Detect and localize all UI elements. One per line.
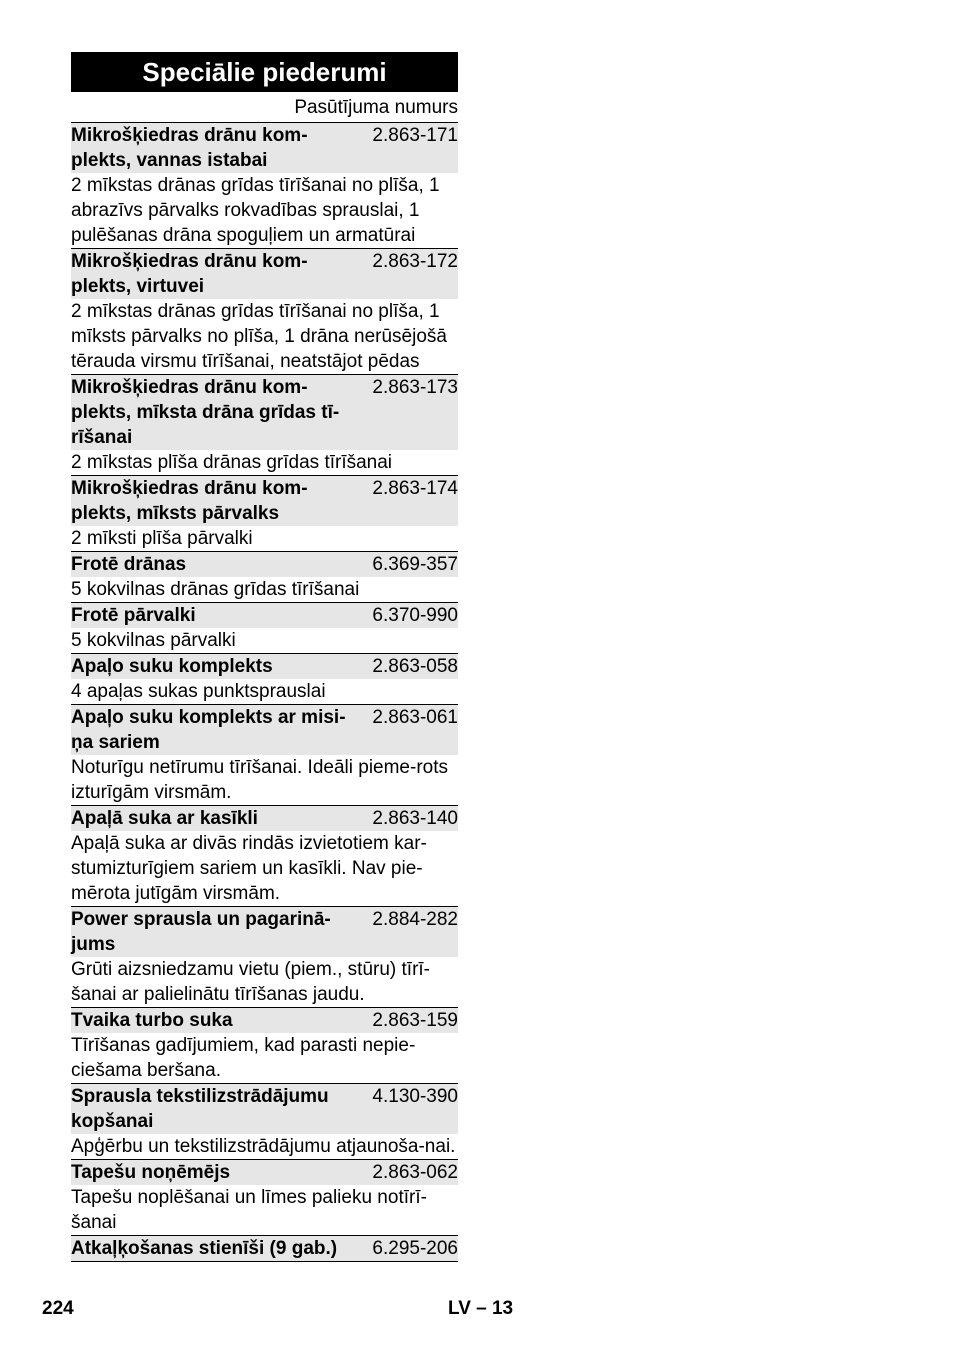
accessory-name: Sprausla tekstilizstrādājumu kopšanai — [71, 1086, 329, 1132]
page-number: 224 — [42, 1298, 74, 1319]
accessory-description: Tapešu noplēšanai un līmes palieku notīrī-šanai — [71, 1187, 427, 1233]
accessory-description: Noturīgu netīrumu tīrīšanai. Ideāli pieme-rots izturīgām virsmām. — [71, 757, 449, 803]
accessory-row — [71, 551, 458, 577]
order-number: 4.130-390 — [372, 1086, 458, 1107]
order-number: 2.884-282 — [372, 909, 458, 930]
accessory-name: Apaļā suka ar kasīkli — [71, 808, 258, 829]
order-number: 2.863-062 — [372, 1162, 458, 1183]
order-number: 6.369-357 — [372, 554, 458, 575]
accessory-description: Grūti aizsniedzamu vietu (piem., stūru) tīrī-šanai ar palielinātu tīrīšanas jaudu. — [71, 959, 430, 1005]
accessory-row — [71, 248, 458, 299]
accessory-name: Frotē drānas — [71, 554, 187, 575]
order-number: 2.863-172 — [372, 251, 458, 272]
accessory-name: Mikrošķiedras drānu kom-plekts, mīksts pārvalks — [71, 478, 308, 524]
accessory-row — [71, 653, 458, 679]
accessories-list — [71, 122, 458, 1261]
accessory-row — [71, 1083, 458, 1134]
order-number-header: Pasūtījuma numurs — [294, 97, 458, 118]
accessory-name: Mikrošķiedras drānu kom-plekts, mīksta drāna grīdas tī-rīšanai — [71, 377, 340, 448]
accessory-row — [71, 122, 458, 173]
accessory-name: Mikrošķiedras drānu kom-plekts, virtuvei — [71, 251, 308, 297]
accessory-description: 4 apaļas sukas punktsprauslai — [71, 681, 326, 702]
accessory-row — [71, 602, 458, 628]
order-number: 6.295-206 — [372, 1238, 458, 1259]
section-title: Speciālie piederumi — [71, 52, 458, 92]
order-number: 2.863-173 — [372, 377, 458, 398]
accessory-name: Apaļo suku komplekts ar misi-ņa sariem — [71, 707, 346, 753]
accessory-name: Tvaika turbo suka — [71, 1010, 233, 1031]
order-number: 2.863-058 — [372, 656, 458, 677]
accessory-row — [71, 475, 458, 526]
accessory-row — [71, 374, 458, 450]
accessory-name: Apaļo suku komplekts — [71, 656, 273, 677]
accessory-name: Tapešu noņēmējs — [71, 1162, 231, 1183]
accessory-row — [71, 1159, 458, 1185]
section-label: LV – 13 — [448, 1298, 514, 1319]
accessory-description: Apaļā suka ar divās rindās izvietotiem kar-stumizturīgiem sariem un kasīkli. Nav pie-mērota jutīgām virsmām. — [71, 833, 427, 904]
order-number: 2.863-171 — [372, 125, 458, 146]
accessory-name: Frotē pārvalki — [71, 605, 196, 626]
bottom-rule — [71, 1261, 458, 1262]
accessory-row — [71, 906, 458, 957]
accessory-description: 2 mīkstas plīša drānas grīdas tīrīšanai — [71, 452, 393, 473]
accessory-description: 2 mīksti plīša pārvalki — [71, 528, 253, 549]
accessory-row — [71, 1007, 458, 1033]
accessory-description: Tīrīšanas gadījumiem, kad parasti nepie-ciešama beršana. — [71, 1035, 416, 1081]
accessory-description: 2 mīkstas drānas grīdas tīrīšanai no plīša, 1 abrazīvs pārvalks rokvadības sprauslai, 1 pulēšanas drāna spoguļiem un armatūrai — [71, 175, 440, 246]
accessory-description: 2 mīkstas drānas grīdas tīrīšanai no plīša, 1 mīksts pārvalks no plīša, 1 drāna nerūsējošā tērauda virsmu tīrīšanai, neatstājot pēdas — [71, 301, 447, 372]
accessory-name: Power sprausla un pagarinā-jums — [71, 909, 331, 955]
accessory-description: 5 kokvilnas pārvalki — [71, 630, 236, 651]
accessory-name: Mikrošķiedras drānu kom-plekts, vannas istabai — [71, 125, 308, 171]
accessory-row — [71, 805, 458, 831]
order-number: 2.863-159 — [372, 1010, 458, 1031]
accessory-row — [71, 704, 458, 755]
order-number: 2.863-174 — [372, 478, 458, 499]
order-number: 2.863-061 — [372, 707, 458, 728]
order-number: 6.370-990 — [372, 605, 458, 626]
accessory-description: 5 kokvilnas drānas grīdas tīrīšanai — [71, 579, 360, 600]
accessory-name: Atkaļķošanas stienīši (9 gab.) — [71, 1238, 338, 1259]
accessories-section — [71, 52, 458, 1262]
order-number: 2.863-140 — [372, 808, 458, 829]
accessory-row — [71, 1235, 458, 1261]
accessory-description: Apģērbu un tekstilizstrādājumu atjaunoša-nai. — [71, 1136, 456, 1157]
